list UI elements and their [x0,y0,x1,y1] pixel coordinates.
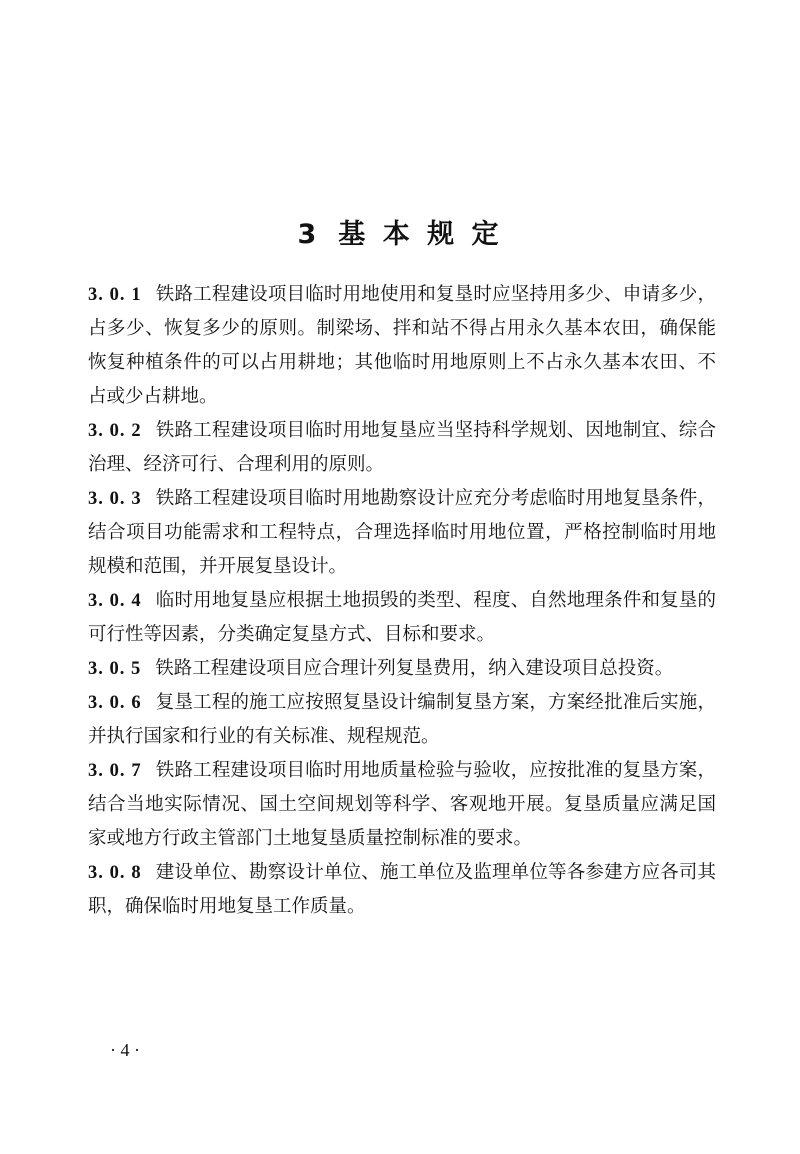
clause-number: 3. 0. 3 [88,489,142,509]
clause-number: 3. 0. 2 [88,421,142,441]
clause-text: 复垦工程的施工应按照复垦设计编制复垦方案，方案经批准后实施，并执行国家和行业的有关标准、规程规范。 [88,692,716,747]
clause-3-0-5 [88,652,716,686]
clause-3-0-2 [88,414,716,482]
clause-list [88,278,716,924]
clause-text: 铁路工程建设项目临时用地勘察设计应充分考虑临时用地复垦条件，结合项目功能需求和工程特点，合理选择临时用地位置，严格控制临时用地规模和范围，并开展复垦设计。 [88,488,716,577]
clause-3-0-8 [88,856,716,924]
clause-text: 临时用地复垦应根据土地损毁的类型、程度、自然地理条件和复垦的可行性等因素，分类确定复垦方式、目标和要求。 [88,590,716,645]
chapter-title: 基 本 规 定 [338,219,503,250]
clause-number: 3. 0. 1 [88,285,142,305]
clause-3-0-1 [88,278,716,414]
clause-3-0-6 [88,686,716,754]
clause-number: 3. 0. 8 [88,863,142,883]
clause-text: 铁路工程建设项目临时用地复垦应当坚持科学规划、因地制宜、综合治理、经济可行、合理利用的原则。 [88,420,716,475]
clause-3-0-3 [88,482,716,584]
clause-text: 铁路工程建设项目临时用地使用和复垦时应坚持用多少、申请多少，占多少、恢复多少的原则。制梁场、拌和站不得占用永久基本农田，确保能恢复种植条件的可以占用耕地；其他临时用地原则上不占永久基本农田、不占或少占耕地。 [88,284,716,407]
clause-text: 铁路工程建设项目应合理计列复垦费用，纳入建设项目总投资。 [155,658,674,679]
chapter-heading [0,212,800,251]
chapter-number: 3 [297,219,321,250]
clause-number: 3. 0. 7 [88,761,142,781]
page-number: · 4 · [110,1040,140,1060]
clause-text: 铁路工程建设项目临时用地质量检验与验收，应按批准的复垦方案，结合当地实际情况、国土空间规划等科学、客观地开展。复垦质量应满足国家或地方行政主管部门土地复垦质量控制标准的要求。 [88,760,716,849]
clause-3-0-7 [88,754,716,856]
clause-text: 建设单位、勘察设计单位、施工单位及监理单位等各参建方应各司其职，确保临时用地复垦工作质量。 [88,862,716,917]
clause-3-0-4 [88,584,716,652]
clause-number: 3. 0. 6 [88,693,142,713]
clause-number: 3. 0. 4 [88,591,142,611]
clause-number: 3. 0. 5 [88,659,142,679]
